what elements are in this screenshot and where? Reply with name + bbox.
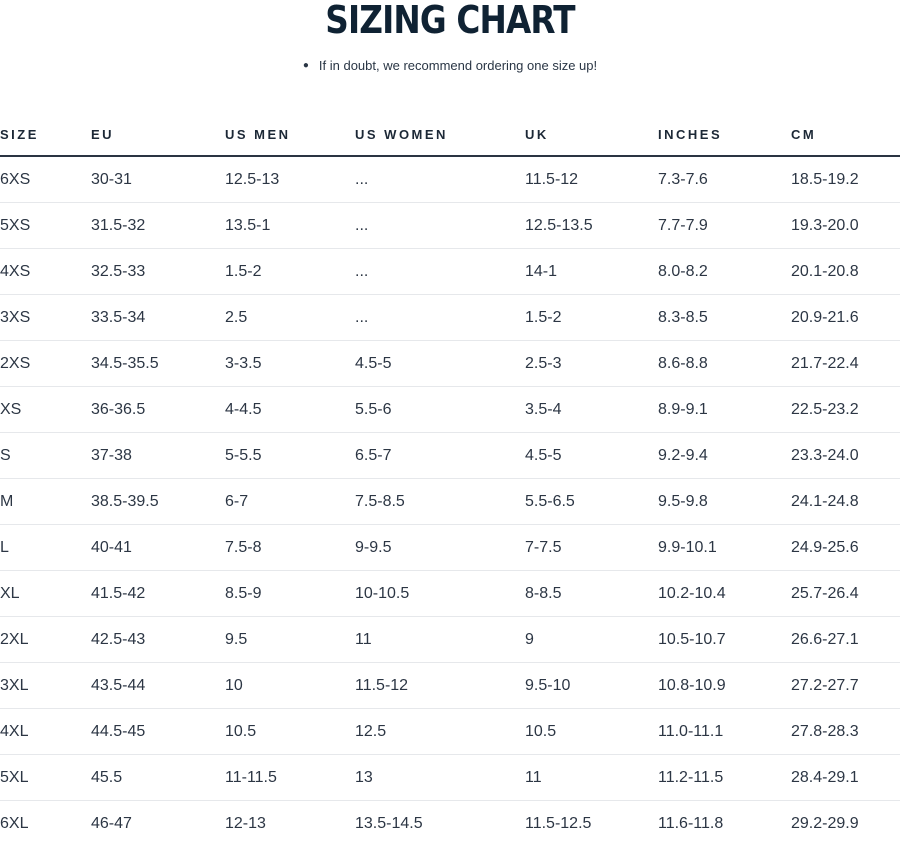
table-cell-size: XS bbox=[0, 387, 91, 433]
table-cell-cm: 19.3-20.0 bbox=[791, 203, 900, 249]
table-row bbox=[0, 525, 900, 571]
table-cell-inches: 11.6-11.8 bbox=[658, 801, 791, 846]
table-cell-size: 6XL bbox=[0, 801, 91, 846]
table-cell-uk: 10.5 bbox=[525, 709, 658, 755]
table-cell-eu: 38.5-39.5 bbox=[91, 479, 225, 525]
table-cell-uk: 9.5-10 bbox=[525, 663, 658, 709]
table-cell-uk: 11.5-12 bbox=[525, 156, 658, 203]
table-cell-eu: 45.5 bbox=[91, 755, 225, 801]
table-cell-inches: 8.0-8.2 bbox=[658, 249, 791, 295]
table-cell-eu: 36-36.5 bbox=[91, 387, 225, 433]
table-cell-us-women: 11 bbox=[355, 617, 525, 663]
table-cell-us-men: 2.5 bbox=[225, 295, 355, 341]
table-cell-us-men: 3-3.5 bbox=[225, 341, 355, 387]
table-cell-uk: 2.5-3 bbox=[525, 341, 658, 387]
table-cell-us-men: 9.5 bbox=[225, 617, 355, 663]
table-cell-cm: 28.4-29.1 bbox=[791, 755, 900, 801]
table-cell-eu: 42.5-43 bbox=[91, 617, 225, 663]
table-cell-us-men: 12.5-13 bbox=[225, 156, 355, 203]
table-cell-us-women: 6.5-7 bbox=[355, 433, 525, 479]
table-cell-eu: 37-38 bbox=[91, 433, 225, 479]
table-cell-inches: 9.2-9.4 bbox=[658, 433, 791, 479]
table-cell-size: 5XS bbox=[0, 203, 91, 249]
table-cell-size: 5XL bbox=[0, 755, 91, 801]
table-cell-inches: 8.9-9.1 bbox=[658, 387, 791, 433]
table-cell-inches: 10.5-10.7 bbox=[658, 617, 791, 663]
table-cell-us-men: 8.5-9 bbox=[225, 571, 355, 617]
table-cell-inches: 9.9-10.1 bbox=[658, 525, 791, 571]
table-cell-eu: 33.5-34 bbox=[91, 295, 225, 341]
table-cell-us-women: ... bbox=[355, 249, 525, 295]
table-row bbox=[0, 433, 900, 479]
table-cell-size: L bbox=[0, 525, 91, 571]
table-cell-us-women: 12.5 bbox=[355, 709, 525, 755]
table-cell-uk: 14-1 bbox=[525, 249, 658, 295]
table-cell-uk: 3.5-4 bbox=[525, 387, 658, 433]
column-header-eu: EU bbox=[91, 113, 225, 156]
column-header-us-women: US WOMEN bbox=[355, 113, 525, 156]
table-row bbox=[0, 479, 900, 525]
table-cell-inches: 8.3-8.5 bbox=[658, 295, 791, 341]
page-title: SIZING CHART bbox=[63, 0, 837, 46]
table-cell-us-women: 5.5-6 bbox=[355, 387, 525, 433]
table-cell-inches: 9.5-9.8 bbox=[658, 479, 791, 525]
table-cell-size: 3XS bbox=[0, 295, 91, 341]
table-cell-eu: 44.5-45 bbox=[91, 709, 225, 755]
table-row bbox=[0, 203, 900, 249]
table-cell-us-women: 4.5-5 bbox=[355, 341, 525, 387]
table-cell-uk: 11 bbox=[525, 755, 658, 801]
table-cell-us-women: 13.5-14.5 bbox=[355, 801, 525, 846]
table-cell-inches: 8.6-8.8 bbox=[658, 341, 791, 387]
table-cell-us-women: 9-9.5 bbox=[355, 525, 525, 571]
table-cell-cm: 23.3-24.0 bbox=[791, 433, 900, 479]
table-cell-cm: 27.2-27.7 bbox=[791, 663, 900, 709]
table-cell-uk: 5.5-6.5 bbox=[525, 479, 658, 525]
table-row bbox=[0, 617, 900, 663]
table-row bbox=[0, 387, 900, 433]
table-cell-us-men: 6-7 bbox=[225, 479, 355, 525]
column-header-cm: CM bbox=[791, 113, 900, 156]
table-cell-us-women: 10-10.5 bbox=[355, 571, 525, 617]
table-cell-cm: 26.6-27.1 bbox=[791, 617, 900, 663]
table-cell-inches: 7.3-7.6 bbox=[658, 156, 791, 203]
table-row bbox=[0, 755, 900, 801]
table-cell-size: 2XL bbox=[0, 617, 91, 663]
table-cell-cm: 21.7-22.4 bbox=[791, 341, 900, 387]
table-cell-us-men: 10.5 bbox=[225, 709, 355, 755]
table-cell-uk: 11.5-12.5 bbox=[525, 801, 658, 846]
table-cell-eu: 34.5-35.5 bbox=[91, 341, 225, 387]
table-cell-uk: 4.5-5 bbox=[525, 433, 658, 479]
table-cell-uk: 8-8.5 bbox=[525, 571, 658, 617]
table-cell-eu: 31.5-32 bbox=[91, 203, 225, 249]
table-row bbox=[0, 709, 900, 755]
table-cell-eu: 41.5-42 bbox=[91, 571, 225, 617]
table-cell-size: 2XS bbox=[0, 341, 91, 387]
table-cell-uk: 1.5-2 bbox=[525, 295, 658, 341]
table-cell-inches: 10.8-10.9 bbox=[658, 663, 791, 709]
table-cell-inches: 10.2-10.4 bbox=[658, 571, 791, 617]
table-cell-inches: 11.0-11.1 bbox=[658, 709, 791, 755]
table-cell-size: XL bbox=[0, 571, 91, 617]
table-cell-us-women: ... bbox=[355, 295, 525, 341]
table-cell-inches: 11.2-11.5 bbox=[658, 755, 791, 801]
table-cell-us-men: 5-5.5 bbox=[225, 433, 355, 479]
table-cell-size: 4XS bbox=[0, 249, 91, 295]
table-cell-size: 4XL bbox=[0, 709, 91, 755]
table-row bbox=[0, 156, 900, 203]
table-cell-eu: 46-47 bbox=[91, 801, 225, 846]
table-body bbox=[0, 156, 900, 846]
table-cell-cm: 20.1-20.8 bbox=[791, 249, 900, 295]
table-cell-size: S bbox=[0, 433, 91, 479]
table-header-row bbox=[0, 113, 900, 156]
table-row bbox=[0, 249, 900, 295]
table-cell-cm: 25.7-26.4 bbox=[791, 571, 900, 617]
table-cell-cm: 24.1-24.8 bbox=[791, 479, 900, 525]
table-cell-us-women: ... bbox=[355, 203, 525, 249]
table-cell-cm: 20.9-21.6 bbox=[791, 295, 900, 341]
table-cell-eu: 30-31 bbox=[91, 156, 225, 203]
table-cell-cm: 18.5-19.2 bbox=[791, 156, 900, 203]
bullet-icon: ● bbox=[303, 60, 309, 71]
note bbox=[0, 58, 900, 73]
table-cell-us-women: 11.5-12 bbox=[355, 663, 525, 709]
table-row bbox=[0, 801, 900, 846]
table-cell-uk: 9 bbox=[525, 617, 658, 663]
column-header-size: SIZE bbox=[0, 113, 91, 156]
table-cell-cm: 27.8-28.3 bbox=[791, 709, 900, 755]
table-cell-us-women: 13 bbox=[355, 755, 525, 801]
table-cell-us-men: 12-13 bbox=[225, 801, 355, 846]
table-row bbox=[0, 341, 900, 387]
table-cell-us-men: 10 bbox=[225, 663, 355, 709]
table-cell-us-men: 11-11.5 bbox=[225, 755, 355, 801]
table-cell-us-men: 4-4.5 bbox=[225, 387, 355, 433]
table-row bbox=[0, 295, 900, 341]
table-cell-cm: 24.9-25.6 bbox=[791, 525, 900, 571]
sizing-table bbox=[0, 113, 900, 846]
column-header-us-men: US MEN bbox=[225, 113, 355, 156]
column-header-uk: UK bbox=[525, 113, 658, 156]
table-cell-uk: 12.5-13.5 bbox=[525, 203, 658, 249]
table-cell-us-women: 7.5-8.5 bbox=[355, 479, 525, 525]
table-cell-eu: 32.5-33 bbox=[91, 249, 225, 295]
table-cell-inches: 7.7-7.9 bbox=[658, 203, 791, 249]
table-cell-size: 3XL bbox=[0, 663, 91, 709]
table-row bbox=[0, 663, 900, 709]
note-text: If in doubt, we recommend ordering one size up! bbox=[319, 58, 597, 73]
table-cell-size: 6XS bbox=[0, 156, 91, 203]
table-cell-size: M bbox=[0, 479, 91, 525]
table-cell-cm: 22.5-23.2 bbox=[791, 387, 900, 433]
table-cell-us-men: 1.5-2 bbox=[225, 249, 355, 295]
table-cell-eu: 40-41 bbox=[91, 525, 225, 571]
table-cell-eu: 43.5-44 bbox=[91, 663, 225, 709]
table-cell-us-women: ... bbox=[355, 156, 525, 203]
table-cell-cm: 29.2-29.9 bbox=[791, 801, 900, 846]
table-row bbox=[0, 571, 900, 617]
table-cell-uk: 7-7.5 bbox=[525, 525, 658, 571]
table-cell-us-men: 7.5-8 bbox=[225, 525, 355, 571]
table-cell-us-men: 13.5-1 bbox=[225, 203, 355, 249]
column-header-inches: INCHES bbox=[658, 113, 791, 156]
